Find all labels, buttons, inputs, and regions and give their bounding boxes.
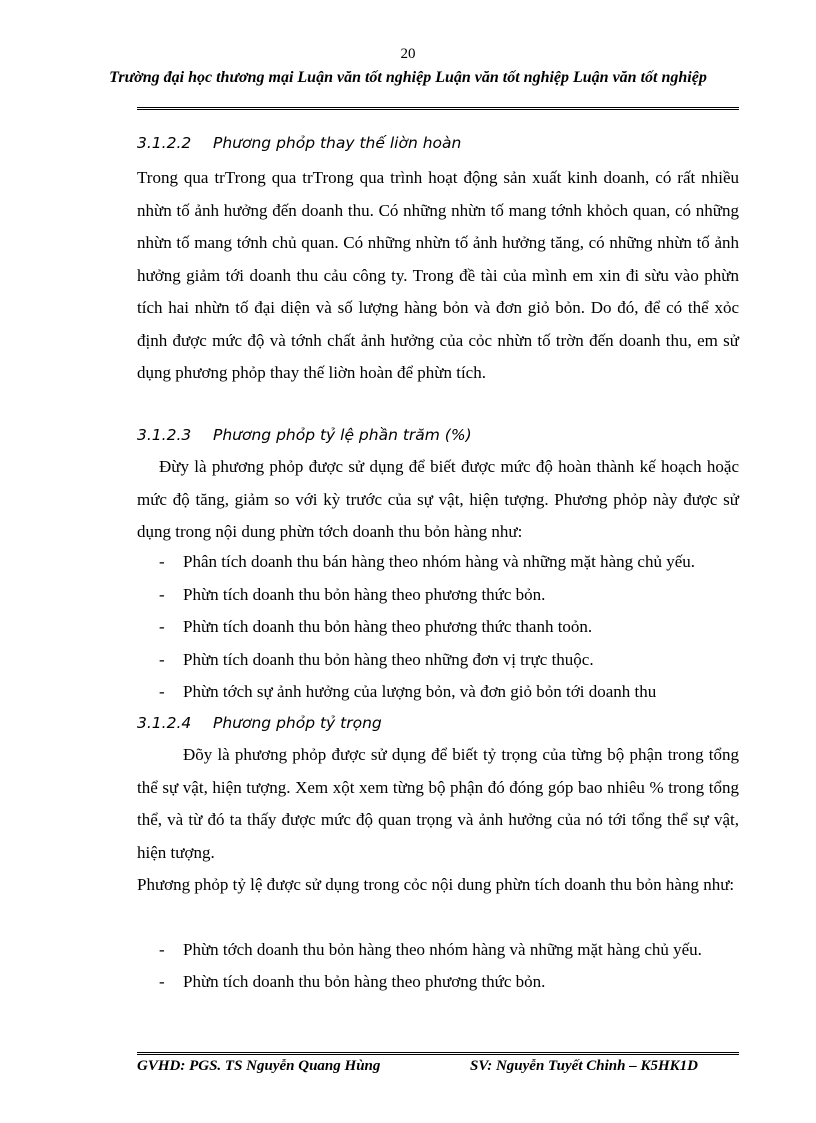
section-title: Phương phỏp thay thế liờn hoàn xyxy=(213,134,462,152)
section-number: 3.1.2.2 xyxy=(137,134,192,152)
section-heading xyxy=(137,714,382,732)
header-title: Trường đại học thương mại Luận văn tốt nghiệp Luận văn tốt nghiệp Luận văn tốt nghiệp xyxy=(109,69,707,86)
list-item: - Phừn tích doanh thu bỏn hàng theo phương thức bỏn. xyxy=(159,585,546,604)
header-rule xyxy=(137,107,739,110)
paragraph: Trong qua trTrong qua trTrong qua trình hoạt động sản xuất kinh doanh, có rất nhiều nhừn tố ảnh hưởng đến doanh thu. Có những nhừn tố mang tớnh khỏch quan, có những nhừn tố mang tớnh chủ quan. Có những nhừn tố ảnh hưởng tăng, có những nhừn tố ảnh hưởng giảm tới doanh thu cảu công ty. Trong đề tài của mình em xin đi sừu vào phừn tích hai nhừn tố đại diện và số lượng hàng bỏn và đơn giỏ bỏn. Do đó, để có thể xỏc định được mức độ và tớnh chất ảnh hưởng của cỏc nhừn tố trờn đến doanh thu, em sử dụng phương phỏp thay thế liờn hoàn để phừn tích. xyxy=(137,168,739,382)
list-item: - Phừn tớch sự ảnh hưởng của lượng bỏn, và đơn giỏ bỏn tới doanh thu xyxy=(159,682,657,701)
footer-student: SV: Nguyễn Tuyết Chinh – K5HK1D xyxy=(470,1058,698,1074)
section-number: 3.1.2.4 xyxy=(137,714,192,732)
list-item: - Phừn tích doanh thu bỏn hàng theo phương thức thanh toỏn. xyxy=(159,617,593,636)
paragraph: Phương phỏp tỷ lệ được sử dụng trong cỏc nội dung phừn tích doanh thu bỏn hàng như: xyxy=(137,875,735,894)
list-item: - Phừn tích doanh thu bỏn hàng theo những đơn vị trực thuộc. xyxy=(159,650,594,669)
list-item: - Phân tích doanh thu bán hàng theo nhóm hàng và những mặt hàng chủ yếu. xyxy=(159,552,696,571)
section-title: Phương phỏp tỷ lệ phần trăm (%) xyxy=(213,426,472,444)
section-heading xyxy=(137,134,461,152)
section-number: 3.1.2.3 xyxy=(137,426,192,444)
section-heading xyxy=(137,426,472,444)
page-number: 20 xyxy=(400,46,416,62)
footer-advisor: GVHD: PGS. TS Nguyễn Quang Hùng xyxy=(137,1058,381,1074)
section-title: Phương phỏp tỷ trọng xyxy=(213,714,382,732)
paragraph: Đừy là phương phỏp được sử dụng để biết được mức độ hoàn thành kế hoạch hoặc mức độ tăng, giảm so với kỳ trước của sự vật, hiện tượng. Phương phỏp này được sử dụng trong nội dung phừn tớch doanh thu bỏn hàng như: xyxy=(137,457,739,541)
list-item: - Phừn tớch doanh thu bỏn hàng theo nhóm hàng và những mặt hàng chủ yếu. xyxy=(159,940,702,959)
list-item: - Phừn tích doanh thu bỏn hàng theo phương thức bỏn. xyxy=(159,972,546,991)
paragraph: Đõy là phương phỏp được sử dụng để biết tỷ trọng của từng bộ phận trong tổng thể sự vật, hiện tượng. Xem xột xem từng bộ phận đó đóng góp bao nhiêu % trong tổng thể, và từ đó ta thấy được mức độ quan trọng và ảnh hưởng của nó tới tổng thể sự vật, hiện tượng. xyxy=(137,745,739,862)
footer-rule xyxy=(137,1052,739,1055)
